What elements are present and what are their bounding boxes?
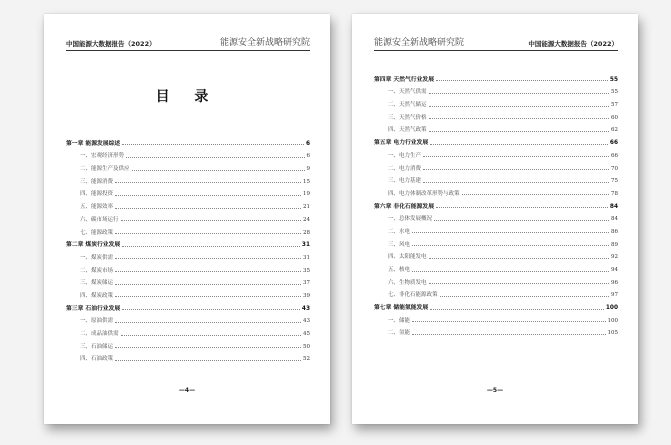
entry-title: 二、能源生产及供应	[80, 166, 130, 173]
entry-page-number: 84	[609, 203, 618, 210]
toc-section-entry	[374, 121, 618, 134]
entry-page-number: 55	[611, 89, 618, 96]
dot-leader	[115, 347, 301, 348]
toc-section-entry	[66, 185, 310, 198]
entry-page-number: 31	[303, 254, 310, 261]
entry-title: 第一章 能源发展综述	[66, 140, 121, 147]
page-number: —4—	[178, 387, 196, 394]
entry-page-number: 35	[303, 267, 310, 274]
toc-section-entry	[66, 159, 310, 172]
entry-title: 一、储能	[388, 317, 411, 324]
toc-section-entry	[66, 286, 310, 299]
dot-leader	[412, 245, 609, 246]
toc-section-entry	[66, 337, 310, 350]
dot-leader	[440, 296, 609, 297]
entry-page-number: 75	[611, 178, 618, 185]
entry-title: 五、能源效率	[80, 204, 114, 211]
toc-section-entry	[374, 95, 618, 108]
entry-title: 一、电力生产	[388, 152, 422, 159]
dot-leader	[115, 360, 301, 361]
toc-chapter-entry	[374, 133, 618, 146]
dot-leader	[115, 284, 301, 285]
dot-leader	[126, 157, 304, 158]
entry-title: 七、能源政策	[80, 229, 114, 236]
dot-leader	[412, 232, 609, 233]
institute-name: 能源安全新战略研究院	[374, 38, 465, 48]
dot-leader	[412, 271, 609, 272]
entry-title: 一、煤炭供需	[80, 254, 114, 261]
entry-title: 二、氢能	[388, 330, 411, 337]
toc-chapter-entry	[374, 298, 618, 311]
toc-list	[374, 70, 618, 336]
entry-title: 二、电力消费	[388, 165, 422, 172]
entry-page-number: 70	[611, 165, 618, 172]
entry-title: 四、电力体制改革形势与政策	[388, 190, 460, 197]
running-header	[66, 36, 310, 51]
entry-page-number: 15	[303, 178, 310, 185]
entry-page-number: 21	[303, 204, 310, 211]
dot-leader	[115, 271, 301, 272]
toc-section-entry	[66, 147, 310, 160]
toc-page-right	[352, 14, 638, 424]
entry-page-number: 43	[303, 318, 310, 325]
dot-leader	[462, 194, 609, 195]
toc-section-entry	[374, 311, 618, 324]
entry-title: 二、水电	[388, 228, 411, 235]
dot-leader	[430, 144, 608, 145]
entry-title: 七、非化石能源政策	[388, 292, 438, 299]
entry-page-number: 100	[605, 305, 618, 312]
entry-title: 二、煤炭市场	[80, 267, 114, 274]
entry-page-number: 55	[609, 76, 618, 83]
dot-leader	[412, 334, 605, 335]
entry-page-number: 45	[303, 331, 310, 337]
entry-title: 三、能源消费	[80, 178, 114, 185]
dot-leader	[115, 182, 301, 183]
entry-page-number: 96	[611, 279, 618, 286]
entry-page-number: 6	[306, 153, 310, 160]
entry-page-number: 84	[611, 216, 618, 223]
entry-page-number: 39	[303, 292, 310, 299]
dot-leader	[429, 131, 609, 132]
entry-title: 六、生物质发电	[388, 279, 427, 286]
dot-leader	[122, 144, 304, 145]
entry-title: 六、碳市场运行	[80, 216, 119, 223]
entry-title: 二、成品油供需	[80, 331, 119, 337]
entry-title: 二、天然气储运	[388, 102, 427, 109]
toc-section-entry	[66, 223, 310, 236]
toc-section-entry	[374, 83, 618, 96]
toc-section-entry	[66, 350, 310, 363]
entry-title: 一、宏观经济形势	[80, 153, 125, 160]
toc-section-entry	[374, 324, 618, 337]
dot-leader	[121, 220, 301, 221]
entry-page-number: 50	[303, 343, 310, 350]
entry-title: 五、核电	[388, 267, 411, 273]
dot-leader	[429, 118, 609, 119]
entry-page-number: 43	[301, 305, 310, 312]
entry-page-number: 97	[611, 292, 618, 299]
entry-title: 第四章 天然气行业发展	[374, 76, 434, 83]
running-header	[374, 36, 618, 51]
toc-chapter-entry	[66, 134, 310, 147]
dot-leader	[122, 309, 300, 310]
toc-title: 目 录	[155, 89, 219, 105]
toc-chapter-entry	[374, 197, 618, 210]
dot-leader	[412, 321, 605, 322]
dot-leader	[132, 170, 305, 171]
entry-page-number: 9	[306, 166, 310, 173]
entry-title: 四、煤炭政策	[80, 292, 114, 299]
toc-section-entry	[374, 286, 618, 299]
entry-title: 三、石油储运	[80, 343, 114, 350]
entry-title: 四、太阳能发电	[388, 254, 427, 261]
entry-title: 一、天然气供需	[388, 89, 427, 96]
entry-page-number: 66	[611, 152, 618, 159]
dot-leader	[115, 233, 301, 234]
entry-page-number: 62	[611, 127, 618, 134]
entry-page-number: 94	[611, 267, 618, 273]
dot-leader	[115, 195, 301, 196]
entry-page-number: 86	[611, 228, 618, 235]
entry-page-number: 28	[303, 229, 310, 236]
entry-page-number: 31	[301, 242, 310, 249]
entry-title: 三、电力基建	[388, 178, 422, 185]
institute-name: 能源安全新战略研究院	[219, 38, 310, 48]
dot-leader	[423, 156, 609, 157]
report-title: 中国能源大数据报告（2022）	[66, 40, 156, 48]
entry-title: 一、总体发展概况	[388, 216, 433, 223]
toc-section-entry	[374, 235, 618, 248]
dot-leader	[115, 296, 301, 297]
entry-title: 第六章 非化石能源发展	[374, 203, 434, 210]
entry-page-number: 100	[607, 317, 618, 324]
dot-leader	[429, 93, 609, 94]
dot-leader	[430, 309, 604, 310]
toc-section-entry	[374, 146, 618, 159]
dot-leader	[115, 208, 301, 209]
toc-section-entry	[66, 172, 310, 185]
toc-list	[66, 134, 310, 362]
entry-page-number: 37	[303, 280, 310, 287]
entry-title: 三、天然气价格	[388, 114, 427, 121]
toc-section-entry	[374, 184, 618, 197]
entry-title: 第七章 储能氢能发展	[374, 305, 429, 312]
toc-section-entry	[66, 312, 310, 325]
entry-title: 三、风电	[388, 241, 411, 248]
entry-page-number: 24	[303, 216, 310, 223]
dot-leader	[115, 258, 301, 259]
toc-section-entry	[66, 210, 310, 223]
dot-leader	[423, 169, 609, 170]
page-number: —5—	[486, 387, 504, 394]
entry-page-number: 57	[611, 102, 618, 109]
toc-section-entry	[374, 108, 618, 121]
toc-section-entry	[66, 324, 310, 337]
report-title: 中国能源大数据报告（2022）	[528, 40, 618, 48]
entry-page-number: 78	[611, 190, 618, 197]
toc-section-entry	[374, 210, 618, 223]
dot-leader	[115, 322, 301, 323]
entry-title: 四、能源投资	[80, 191, 114, 198]
entry-title: 一、原油供需	[80, 318, 114, 325]
entry-page-number: 6	[305, 140, 310, 147]
toc-section-entry	[66, 197, 310, 210]
dot-leader	[429, 283, 609, 284]
entry-title: 第三章 石油行业发展	[66, 305, 121, 312]
dot-leader	[429, 106, 609, 107]
toc-chapter-entry	[374, 70, 618, 83]
toc-section-entry	[374, 222, 618, 235]
entry-page-number: 89	[611, 241, 618, 248]
dot-leader	[429, 258, 609, 259]
dot-leader	[122, 246, 300, 247]
entry-page-number: 19	[303, 191, 310, 198]
dot-leader	[434, 220, 609, 221]
toc-page-left	[44, 14, 330, 424]
dot-leader	[436, 207, 608, 208]
toc-section-entry	[66, 274, 310, 287]
entry-title: 第五章 电力行业发展	[374, 140, 429, 147]
toc-section-entry	[374, 260, 618, 273]
entry-page-number: 60	[611, 114, 618, 121]
toc-section-entry	[66, 261, 310, 274]
entry-page-number: 66	[609, 140, 618, 147]
entry-page-number: 92	[611, 254, 618, 261]
entry-title: 四、天然气政策	[388, 127, 427, 134]
toc-section-entry	[374, 159, 618, 172]
dot-leader	[436, 80, 608, 81]
toc-section-entry	[374, 273, 618, 286]
toc-chapter-entry	[66, 299, 310, 312]
toc-section-entry	[374, 248, 618, 261]
dot-leader	[121, 335, 301, 336]
entry-title: 四、石油政策	[80, 356, 114, 363]
dot-leader	[423, 182, 609, 183]
entry-page-number: 105	[607, 330, 618, 337]
toc-section-entry	[66, 248, 310, 261]
toc-section-entry	[374, 172, 618, 185]
entry-title: 第二章 煤炭行业发展	[66, 242, 121, 249]
entry-title: 三、煤炭储运	[80, 280, 114, 287]
entry-page-number: 52	[303, 356, 310, 363]
toc-chapter-entry	[66, 236, 310, 249]
